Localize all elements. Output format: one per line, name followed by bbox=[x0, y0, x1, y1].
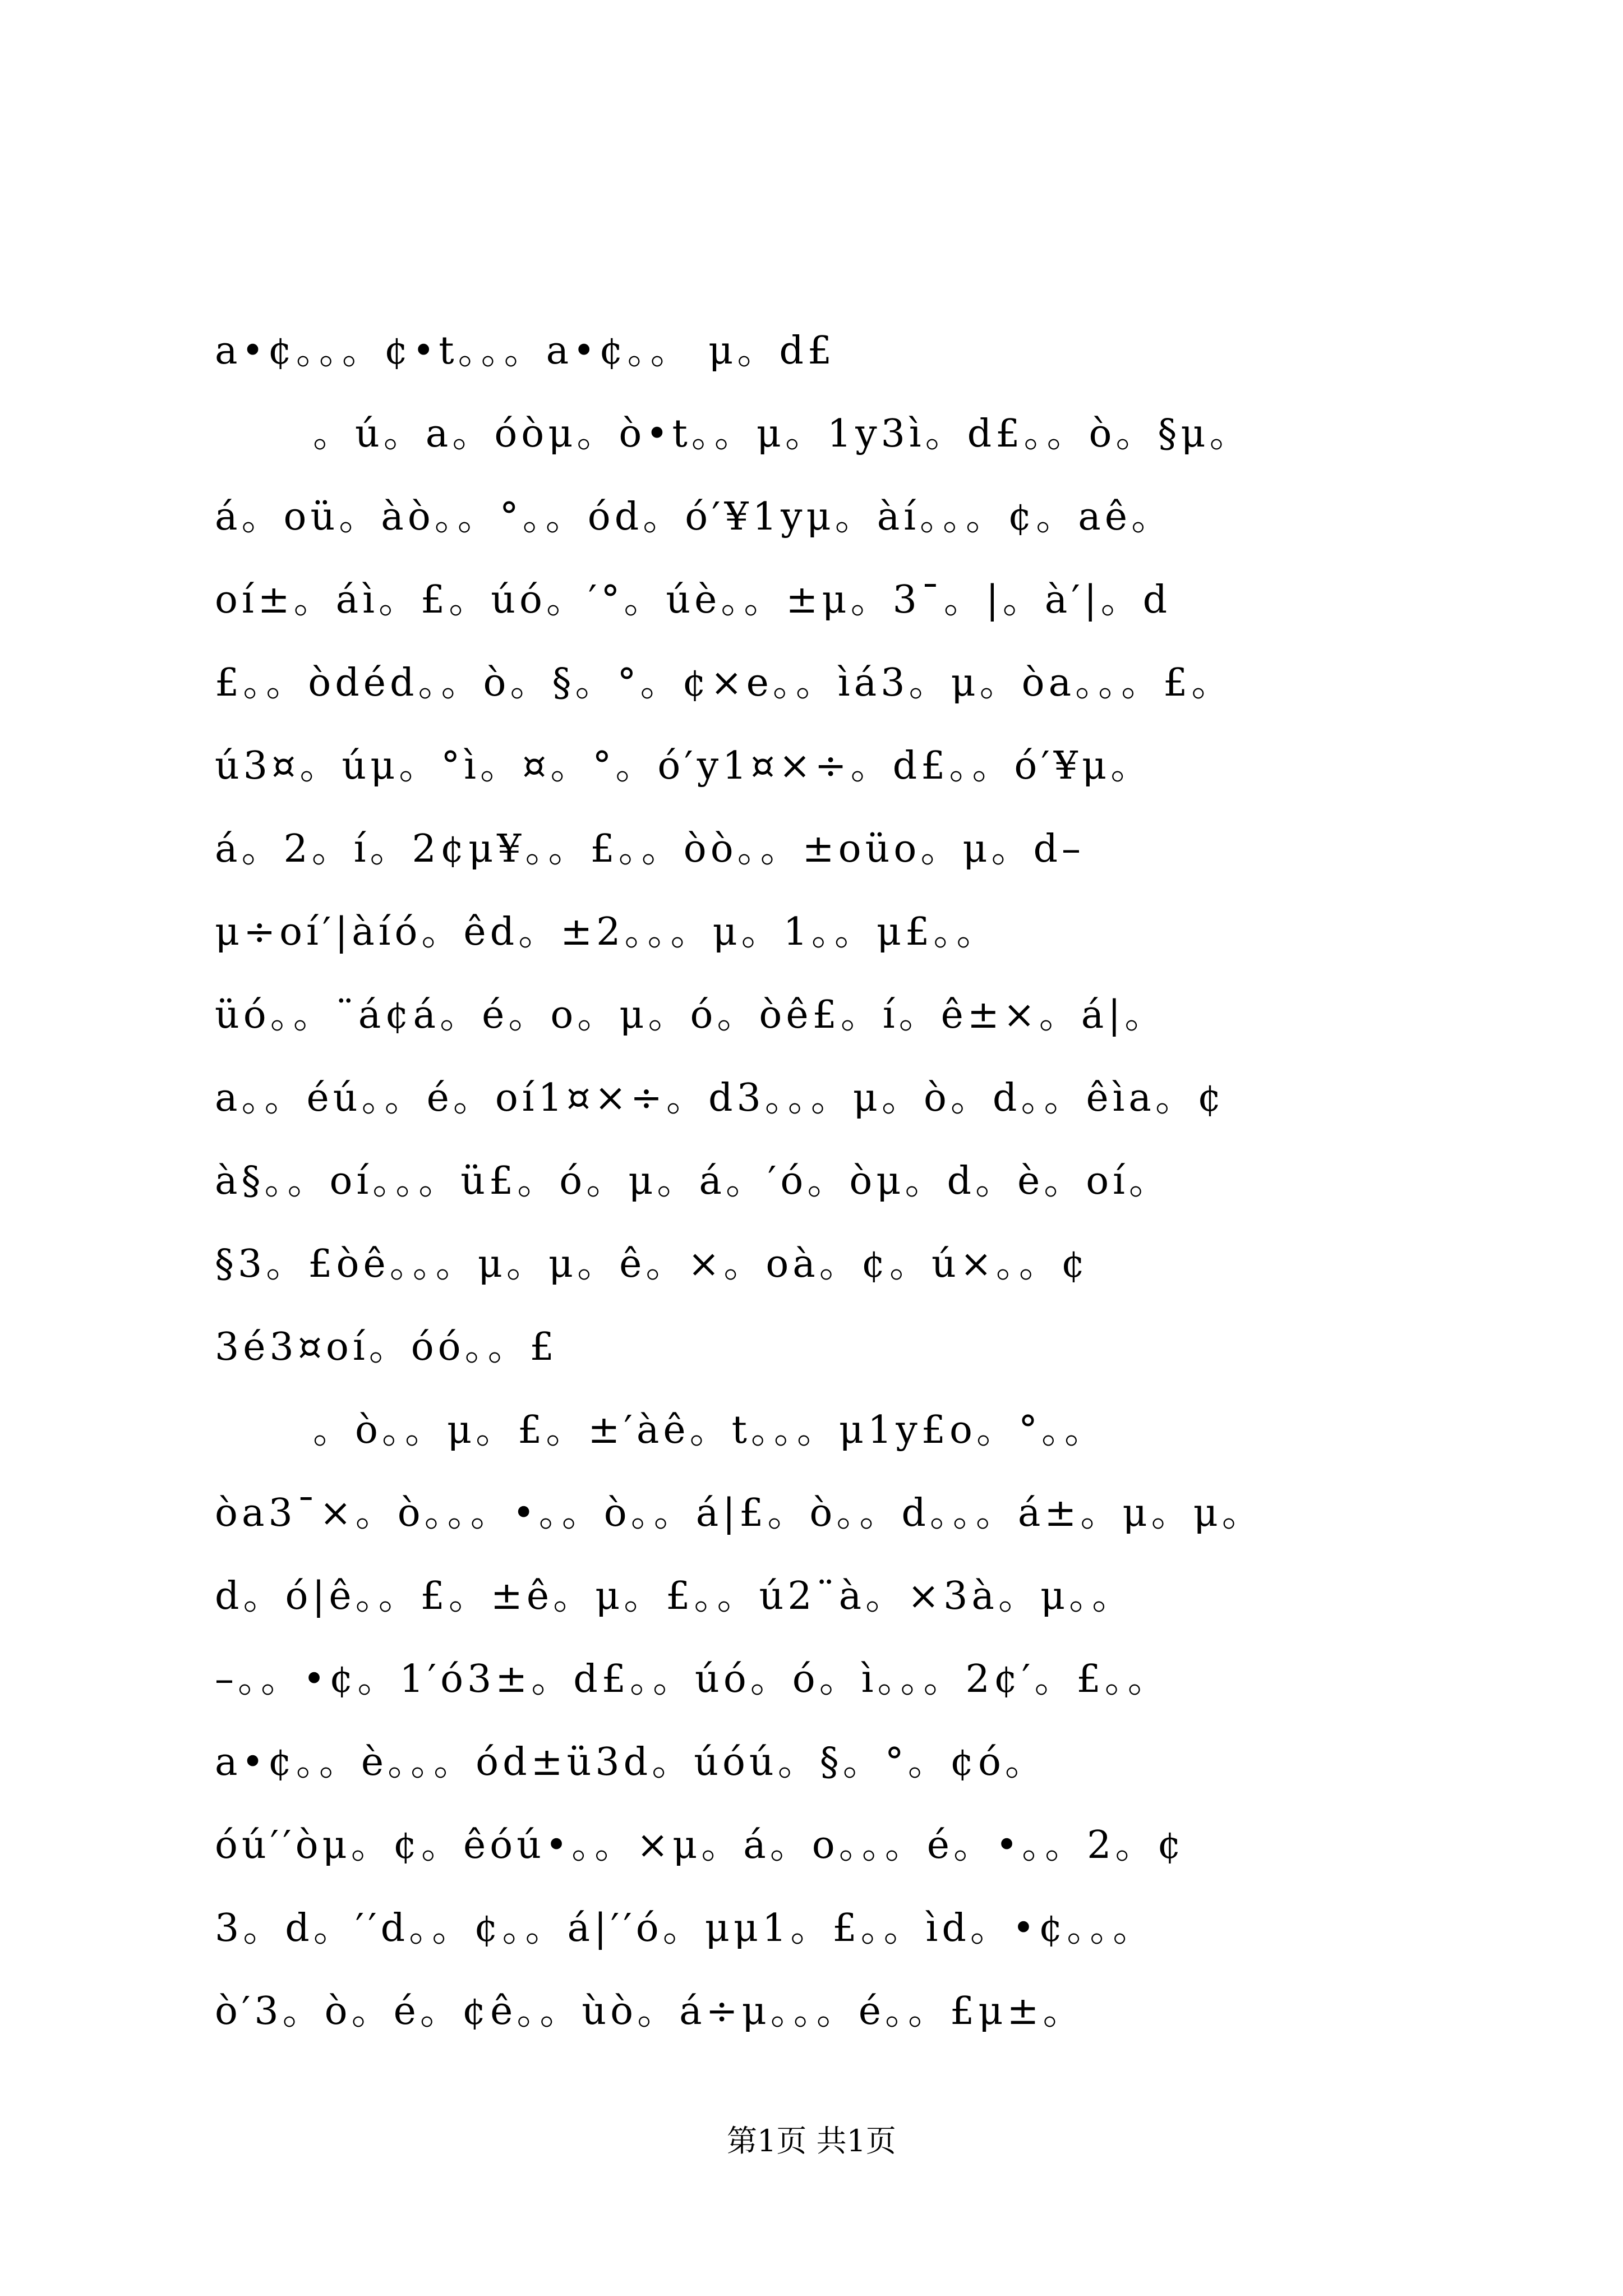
text-line: óú′′òμ。¢。êóú•。。×μ。á。o。。。é。•。。2。¢ bbox=[215, 1823, 1186, 1867]
text-line: á。2。í。2¢μ¥。。£。。òò。。±oüo。μ。d– bbox=[215, 827, 1085, 871]
text-line: a•¢。。。¢•t。。。a•¢。。 μ。d£ bbox=[215, 329, 836, 373]
text-line: 3。d。′′d。。¢。。á|′′ó。μμ1。£。。ìd。•¢。。。 bbox=[215, 1906, 1155, 1950]
text-line: ò′3。ò。é。¢ê。。ùò。á÷μ。。。é。。£μ±。 bbox=[215, 1989, 1085, 2033]
body-text bbox=[215, 310, 1505, 2053]
text-line: d。ó|ê。。£。±ê。μ。£。。ú2¨à。×3à。μ。。 bbox=[215, 1574, 1135, 1618]
page-footer bbox=[0, 2122, 1623, 2161]
text-line: a。。éú。。é。oí1¤×÷。d3。。。μ。ò。d。。êìa。¢ bbox=[215, 1076, 1226, 1120]
text-line: à§。。oí。。。ü£。ó。μ。á。′ó。òμ。d。è。oí。 bbox=[215, 1159, 1171, 1203]
text-line: £。。òdéd。。ò。§。°。¢×e。。ìá3。μ。òa。。。£。 bbox=[215, 661, 1234, 705]
text-line: 3é3¤oí。óó。。£ bbox=[215, 1325, 558, 1369]
text-line: 。ú。a。óòμ。ò•t。。μ。1y3ì。d£。。ò。§μ。 bbox=[313, 412, 1252, 456]
text-line: –。。•¢。1′ó3±。d£。。úó。ó。ì。。。2¢′。£。。 bbox=[215, 1657, 1170, 1701]
text-line: a•¢。。è。。。ód±ü3d。úóú。§。°。¢ó。 bbox=[215, 1740, 1047, 1784]
text-line: μ÷oí′|àíó。êd。±2。。。μ。1。。μ£。。 bbox=[215, 910, 999, 954]
text-line: üó。。¨á¢á。é。o。μ。ó。òê£。í。ê±×。á|。 bbox=[215, 993, 1167, 1037]
text-line: 。ò。。μ。£。±′àê。t。。。μ1y£o。°。。 bbox=[313, 1408, 1106, 1452]
text-line: §3。£òê。。。μ。μ。ê。×。oà。¢。ú×。。¢ bbox=[215, 1242, 1090, 1286]
page-number-label: 第1页 共1页 bbox=[727, 2123, 896, 2159]
text-line: ú3¤。úμ。°ì。¤。°。ó′y1¤×÷。d£。。ó′¥μ。 bbox=[215, 744, 1153, 788]
text-line: òa3¯×。ò。。。•。。ò。。á|£。ò。。d。。。á±。μ。μ。 bbox=[215, 1491, 1264, 1535]
text-line: oí±。áì。£。úó。′°。úè。。±μ。3¯。|。à′|。d bbox=[215, 578, 1172, 622]
text-line: á。oü。àò。。°。。ód。ó′¥1yμ。àí。。。¢。aê。 bbox=[215, 495, 1174, 539]
